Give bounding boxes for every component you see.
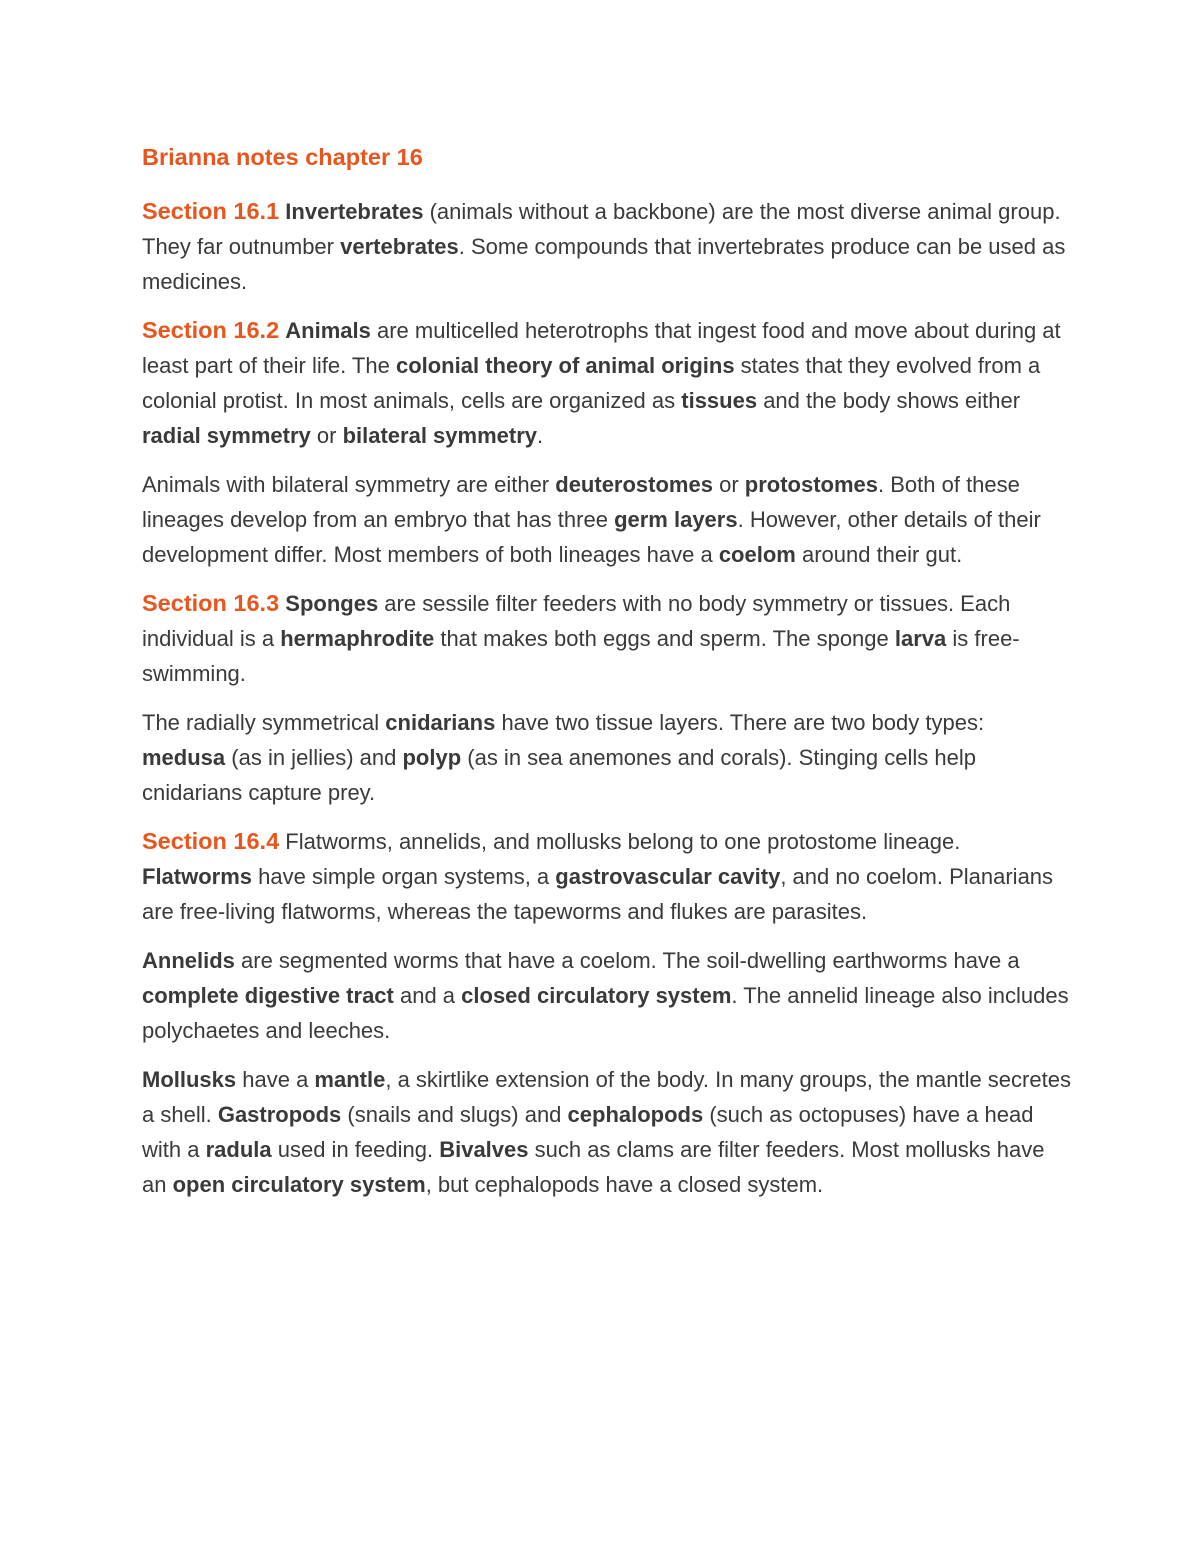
text-run: have simple organ systems, a bbox=[252, 864, 556, 889]
text-run: (animals without a backbone) are the most diverse animal group. They far outnumber bbox=[142, 199, 1061, 259]
key-term: vertebrates bbox=[340, 234, 459, 259]
text-run: Flatworms, annelids, and mollusks belong to one protostome lineage. bbox=[279, 829, 961, 854]
key-term: gastrovascular cavity bbox=[555, 864, 781, 889]
text-run: or bbox=[712, 472, 745, 497]
text-run: (such as octopuses) have a head with a bbox=[142, 1102, 1034, 1162]
key-term: open circulatory system bbox=[172, 1172, 426, 1197]
key-term: Gastropods bbox=[217, 1102, 342, 1127]
text-run: . Some compounds that invertebrates produce can be used as medicines. bbox=[142, 234, 1066, 294]
text-run: . However, other details of their development differ. Most members of both lineages have a bbox=[142, 507, 1041, 567]
section-heading: Section 16.4 bbox=[142, 828, 280, 854]
paragraph bbox=[142, 194, 1072, 299]
text-run: . bbox=[537, 423, 544, 448]
key-term: complete digestive tract bbox=[142, 983, 394, 1008]
paragraph bbox=[142, 586, 1072, 691]
key-term: protostomes bbox=[744, 472, 879, 497]
key-term: Invertebrates bbox=[285, 199, 424, 224]
key-term: Flatworms bbox=[142, 864, 253, 889]
paragraph bbox=[142, 313, 1072, 453]
key-term: Sponges bbox=[285, 591, 379, 616]
key-term: tissues bbox=[681, 388, 758, 413]
text-run: The radially symmetrical bbox=[142, 710, 386, 735]
section-heading: Section 16.3 bbox=[142, 590, 280, 616]
key-term: Mollusks bbox=[142, 1067, 237, 1092]
document-body bbox=[142, 194, 1072, 1202]
document-page bbox=[142, 140, 1072, 1216]
key-term: closed circulatory system bbox=[461, 983, 732, 1008]
key-term: coelom bbox=[718, 542, 796, 567]
text-run: are segmented worms that have a coelom. The soil-dwelling earthworms have a bbox=[234, 948, 1020, 973]
key-term: mantle bbox=[314, 1067, 386, 1092]
key-term: larva bbox=[894, 626, 947, 651]
text-run: have two tissue layers. There are two body types: bbox=[495, 710, 985, 735]
text-run: that makes both eggs and sperm. The sponge bbox=[434, 626, 895, 651]
document-title: Brianna notes chapter 16 bbox=[142, 144, 423, 170]
key-term: Annelids bbox=[142, 948, 235, 973]
text-run: (as in sea anemones and corals). Stinging cells help cnidarians capture prey. bbox=[142, 745, 976, 805]
key-term: Animals bbox=[285, 318, 371, 343]
key-term: deuterostomes bbox=[555, 472, 713, 497]
text-run: used in feeding. bbox=[271, 1137, 440, 1162]
key-term: colonial theory of animal origins bbox=[395, 353, 735, 378]
key-term: bilateral symmetry bbox=[342, 423, 537, 448]
text-run: and the body shows either bbox=[757, 388, 1021, 413]
paragraph bbox=[142, 824, 1072, 929]
key-term: cephalopods bbox=[567, 1102, 704, 1127]
key-term: germ layers bbox=[614, 507, 738, 532]
key-term: radula bbox=[205, 1137, 272, 1162]
key-term: hermaphrodite bbox=[280, 626, 435, 651]
paragraph bbox=[142, 705, 1072, 810]
section-heading: Section 16.1 bbox=[142, 198, 280, 224]
text-run: , and no coelom. Planarians are free-living flatworms, whereas the tapeworms and flukes are parasites. bbox=[142, 864, 1054, 924]
text-run: are multicelled heterotrophs that ingest food and move about during at least part of their life. The bbox=[142, 318, 1061, 378]
text-run: , but cephalopods have a closed system. bbox=[425, 1172, 824, 1197]
paragraph bbox=[142, 1062, 1072, 1202]
text-run: . The annelid lineage also includes polychaetes and leeches. bbox=[142, 983, 1069, 1043]
paragraph bbox=[142, 943, 1072, 1048]
text-run: or bbox=[310, 423, 343, 448]
text-run: such as clams are filter feeders. Most mollusks have an bbox=[142, 1137, 1045, 1197]
text-run: is free-swimming. bbox=[142, 626, 1020, 686]
key-term: cnidarians bbox=[385, 710, 496, 735]
key-term: medusa bbox=[142, 745, 226, 770]
key-term: Bivalves bbox=[439, 1137, 529, 1162]
paragraph bbox=[142, 467, 1072, 572]
text-run: and a bbox=[393, 983, 462, 1008]
key-term: radial symmetry bbox=[142, 423, 311, 448]
text-run: around their gut. bbox=[795, 542, 963, 567]
text-run: are sessile filter feeders with no body symmetry or tissues. Each individual is a bbox=[142, 591, 1011, 651]
text-run: have a bbox=[236, 1067, 315, 1092]
text-run: (as in jellies) and bbox=[225, 745, 403, 770]
key-term: polyp bbox=[402, 745, 462, 770]
text-run: states that they evolved from a colonial protist. In most animals, cells are organized as bbox=[142, 353, 1041, 413]
text-run: , a skirtlike extension of the body. In many groups, the mantle secretes a shell. bbox=[142, 1067, 1071, 1127]
section-heading: Section 16.2 bbox=[142, 317, 280, 343]
text-run: . Both of these lineages develop from an embryo that has three bbox=[142, 472, 1020, 532]
text-run: (snails and slugs) and bbox=[341, 1102, 568, 1127]
text-run: Animals with bilateral symmetry are either bbox=[142, 472, 556, 497]
